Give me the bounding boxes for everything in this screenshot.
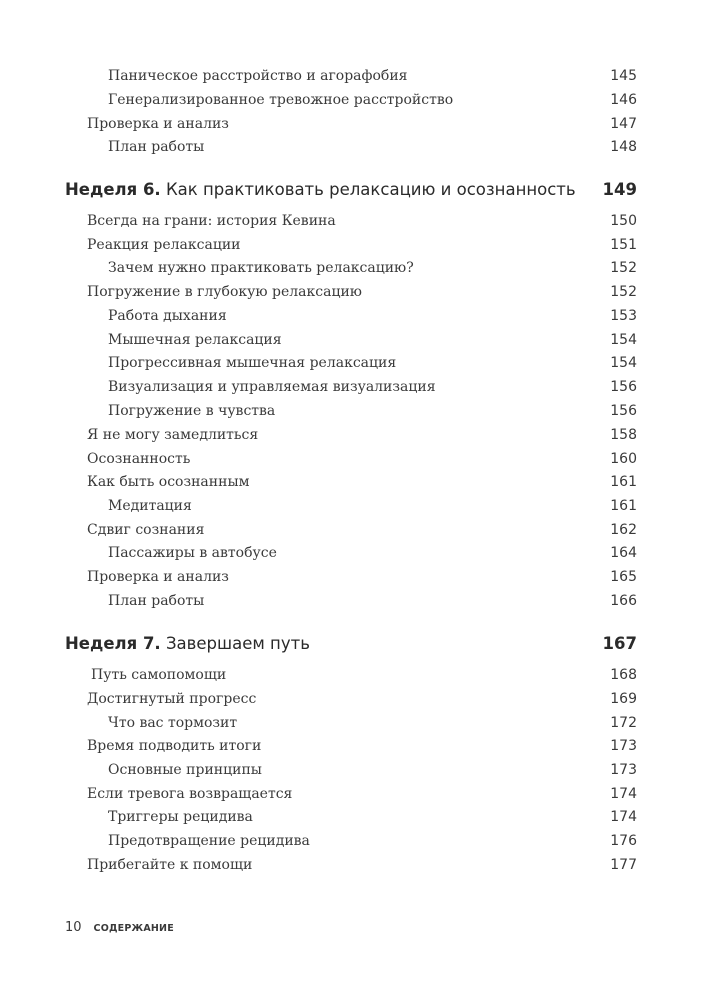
- toc-entry-title: Если тревога возвращается: [87, 786, 293, 802]
- toc-entry-page: 161: [610, 498, 637, 514]
- toc-entry-page: 156: [610, 403, 637, 419]
- toc-entry[interactable]: [0, 424, 637, 446]
- toc-entry-page: 177: [610, 857, 637, 873]
- toc-entry-page: 152: [610, 260, 637, 276]
- toc-entry-title: Время подводить итоги: [87, 738, 262, 754]
- toc-entry[interactable]: [0, 305, 637, 327]
- toc-entry[interactable]: [0, 281, 637, 303]
- toc-entry[interactable]: [0, 448, 637, 470]
- toc-entry-page: 174: [610, 786, 637, 802]
- toc-entry[interactable]: [0, 400, 637, 422]
- toc-entry-title: Что вас тормозит: [108, 715, 238, 731]
- toc-entry-title: Работа дыхания: [108, 308, 227, 324]
- footer-page-number: 10: [65, 920, 82, 935]
- toc-entry-page: 164: [610, 545, 637, 561]
- toc-entry[interactable]: [0, 495, 637, 517]
- toc-entry-page: 153: [610, 308, 637, 324]
- toc-entry[interactable]: [0, 257, 637, 279]
- toc-entry-page: 156: [610, 379, 637, 395]
- toc-entry[interactable]: [0, 590, 637, 612]
- toc-entry-title: Прибегайте к помощи: [87, 857, 253, 873]
- toc-entry-title: Визуализация и управляемая визуализация: [108, 379, 436, 395]
- toc-entry-page: 145: [610, 68, 637, 84]
- toc-entry-page: 146: [610, 92, 637, 108]
- toc-entry-page: 147: [610, 116, 637, 132]
- toc-entry[interactable]: [0, 65, 637, 87]
- toc-entry-page: 151: [610, 237, 637, 253]
- toc-entry-page: 174: [610, 809, 637, 825]
- toc-entry-page: 168: [610, 667, 637, 683]
- toc-entry-title: Как быть осознанным: [87, 474, 250, 490]
- toc-entry[interactable]: [0, 688, 637, 710]
- toc-entry-page: 154: [610, 332, 637, 348]
- toc-entry-title: Генерализированное тревожное расстройство: [108, 92, 454, 108]
- toc-entry-title: Проверка и анализ: [87, 116, 229, 132]
- toc-entry-page: 166: [610, 593, 637, 609]
- toc-entry-title: Пассажиры в автобусе: [108, 545, 277, 561]
- toc-entry-title: Реакция релаксации: [87, 237, 241, 253]
- toc-entry-page: 169: [610, 691, 637, 707]
- toc-entry[interactable]: [0, 854, 637, 876]
- toc-entry-title: Основные принципы: [108, 762, 262, 778]
- toc-entry-title: Я не могу замедлиться: [87, 427, 259, 443]
- week-heading-label: Неделя 6.: [65, 180, 161, 199]
- toc-entry-title: Предотвращение рецидива: [108, 833, 310, 849]
- toc-entry[interactable]: [0, 783, 637, 805]
- toc-entry-title: Зачем нужно практиковать релаксацию?: [108, 260, 414, 276]
- week-heading-page: 167: [602, 634, 637, 653]
- toc-entry-title: Осознанность: [87, 451, 191, 467]
- toc-entry-page: 158: [610, 427, 637, 443]
- toc-entry[interactable]: [0, 735, 637, 757]
- toc-entry[interactable]: [0, 329, 637, 351]
- toc-entry-title: План работы: [108, 139, 205, 155]
- toc-entry-page: 173: [610, 762, 637, 778]
- toc-entry[interactable]: [0, 376, 637, 398]
- toc-entry-title: Триггеры рецидива: [108, 809, 253, 825]
- toc-entry-page: 173: [610, 738, 637, 754]
- toc-entry-title: Сдвиг сознания: [87, 522, 205, 538]
- week-heading-label: Неделя 7.: [65, 634, 161, 653]
- week-heading[interactable]: [0, 631, 637, 657]
- toc-entry[interactable]: [0, 210, 637, 232]
- toc-entry-title: Проверка и анализ: [87, 569, 229, 585]
- week-heading-page: 149: [602, 180, 637, 199]
- toc-entry-title: Достигнутый прогресс: [87, 691, 257, 707]
- toc-entry[interactable]: [0, 113, 637, 135]
- toc-entry[interactable]: [0, 471, 637, 493]
- toc-entry-title: План работы: [108, 593, 205, 609]
- week-heading-text: Как практиковать релаксацию и осознанность: [165, 180, 576, 199]
- toc-entry-page: 152: [610, 284, 637, 300]
- footer-section-title: СОДЕРЖАНИЕ: [93, 923, 174, 934]
- toc-entry-title: Погружение в чувства: [108, 403, 276, 419]
- week-heading-title: [65, 177, 576, 203]
- page-footer: [65, 920, 174, 940]
- toc-entry-page: 165: [610, 569, 637, 585]
- toc-entry[interactable]: [0, 664, 637, 686]
- toc-entry-title: Всегда на грани: история Кевина: [87, 213, 336, 229]
- week-heading-text: Завершаем путь: [165, 634, 310, 653]
- toc-entry-page: 160: [610, 451, 637, 467]
- toc-entry-title: Паническое расстройство и агорафобия: [108, 68, 408, 84]
- toc-entry-page: 148: [610, 139, 637, 155]
- toc-entry[interactable]: [0, 566, 637, 588]
- toc-entry-title: Путь самопомощи: [91, 667, 227, 683]
- toc-entry[interactable]: [0, 352, 637, 374]
- toc-entry-title: Мышечная релаксация: [108, 332, 282, 348]
- toc-entry[interactable]: [0, 712, 637, 734]
- toc-entry[interactable]: [0, 830, 637, 852]
- toc-entry-title: Медитация: [108, 498, 192, 514]
- toc-entry-page: 161: [610, 474, 637, 490]
- week-heading[interactable]: [0, 177, 637, 203]
- toc-entry[interactable]: [0, 759, 637, 781]
- toc-entry[interactable]: [0, 806, 637, 828]
- toc-entry-page: 154: [610, 355, 637, 371]
- toc-entry-page: 162: [610, 522, 637, 538]
- toc-entry[interactable]: [0, 519, 637, 541]
- toc-entry[interactable]: [0, 542, 637, 564]
- toc-entry[interactable]: [0, 89, 637, 111]
- toc-entry-page: 150: [610, 213, 637, 229]
- toc-entry-page: 176: [610, 833, 637, 849]
- week-heading-title: [65, 631, 310, 657]
- toc-entry[interactable]: [0, 136, 637, 158]
- toc-entry[interactable]: [0, 234, 637, 256]
- toc-entry-page: 172: [610, 715, 637, 731]
- toc-entry-title: Погружение в глубокую релаксацию: [87, 284, 362, 300]
- toc-entry-title: Прогрессивная мышечная релаксация: [108, 355, 397, 371]
